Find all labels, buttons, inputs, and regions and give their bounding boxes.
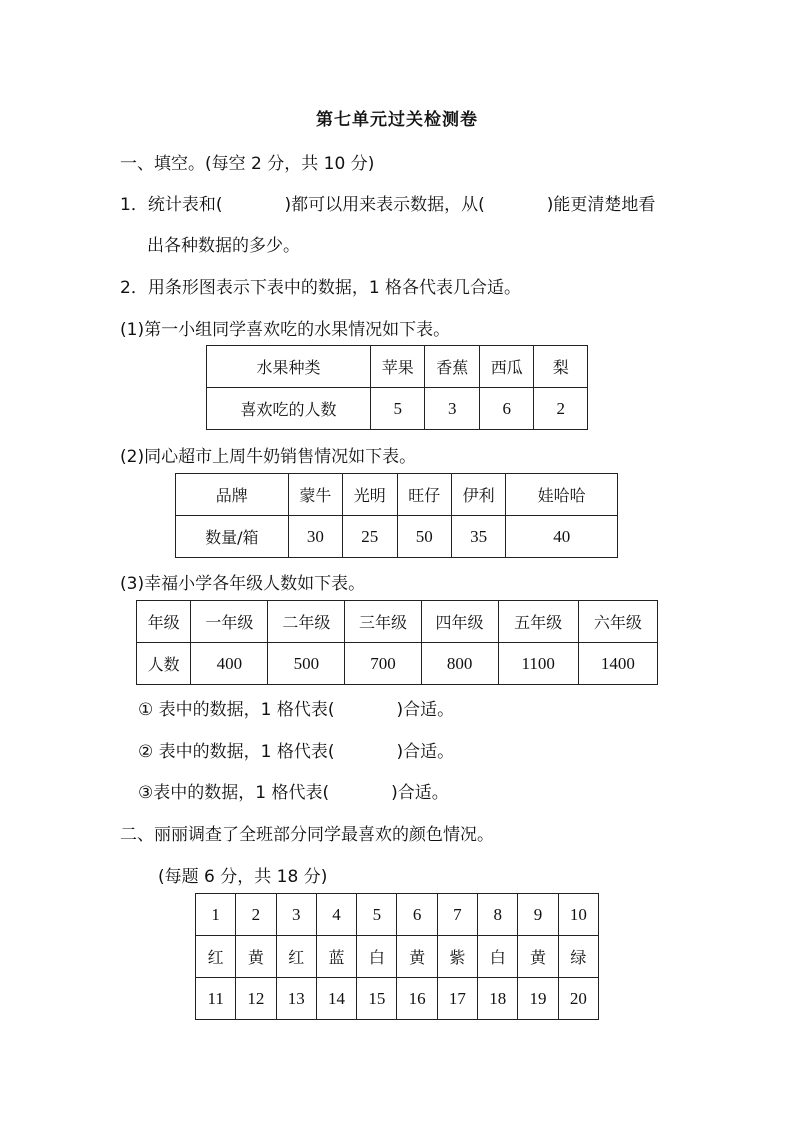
table-cell: 18	[478, 978, 518, 1020]
table-cell: 16	[397, 978, 437, 1020]
q1-text-a: 1．统计表和(	[120, 195, 223, 215]
table-cell: 二年级	[268, 601, 345, 643]
table-cell: 旺仔	[397, 474, 451, 516]
table-cell: 1	[196, 894, 236, 936]
table-row	[176, 516, 618, 558]
table-cell: 绿	[558, 936, 598, 978]
table-cell: 1400	[578, 643, 657, 685]
table-cell: 紫	[437, 936, 477, 978]
table-row	[207, 388, 588, 430]
table-cell: 香蕉	[425, 346, 479, 388]
table-row	[196, 894, 599, 936]
page-title: 第七单元过关检测卷	[316, 110, 478, 130]
table-cell: 一年级	[191, 601, 268, 643]
table-cell: 700	[345, 643, 421, 685]
table-cell: 黄	[518, 936, 558, 978]
table-cell: 6	[479, 388, 533, 430]
sub1-caption: (1)第一小组同学喜欢吃的水果情况如下表。	[120, 320, 451, 340]
table-row	[196, 936, 599, 978]
table-cell: 5	[371, 388, 425, 430]
table-cell: 30	[288, 516, 342, 558]
table-cell: 17	[437, 978, 477, 1020]
table-row	[207, 346, 588, 388]
table-row	[137, 643, 658, 685]
section2-heading: 二、丽丽调查了全班部分同学最喜欢的颜色情况。	[120, 825, 494, 845]
table-cell: 黄	[236, 936, 276, 978]
table-cell: 人数	[137, 643, 191, 685]
table-cell: 红	[276, 936, 316, 978]
table-row	[137, 601, 658, 643]
table-cell: 喜欢吃的人数	[207, 388, 371, 430]
table-cell: 8	[478, 894, 518, 936]
answer-line-1	[138, 695, 454, 720]
table-cell: 20	[558, 978, 598, 1020]
table-cell: 红	[196, 936, 236, 978]
table-cell: 15	[357, 978, 397, 1020]
table-cell: 四年级	[421, 601, 498, 643]
table-cell: 3	[425, 388, 479, 430]
answer-1-text-b: )合适。	[396, 700, 455, 720]
table-cell: 品牌	[176, 474, 289, 516]
table-cell: 19	[518, 978, 558, 1020]
table-cell: 35	[451, 516, 505, 558]
table-cell: 黄	[397, 936, 437, 978]
table-cell: 1100	[498, 643, 578, 685]
table-cell: 3	[276, 894, 316, 936]
table-cell: 六年级	[578, 601, 657, 643]
question-1-line-1	[120, 190, 655, 215]
table-cell: 500	[268, 643, 345, 685]
answer-2-text-b: )合适。	[396, 742, 455, 762]
table-cell: 2	[236, 894, 276, 936]
table-cell: 4	[316, 894, 356, 936]
table-cell: 13	[276, 978, 316, 1020]
table-cell: 11	[196, 978, 236, 1020]
table-row	[196, 978, 599, 1020]
table-cell: 7	[437, 894, 477, 936]
table-cell: 9	[518, 894, 558, 936]
table-cell: 800	[421, 643, 498, 685]
answer-2-text-a: ② 表中的数据，1 格代表(	[138, 742, 335, 762]
table-cell: 400	[191, 643, 268, 685]
table-cell: 水果种类	[207, 346, 371, 388]
section2-score: (每题 6 分，共 18 分)	[158, 867, 328, 887]
table-cell: 年级	[137, 601, 191, 643]
table-cell: 2	[534, 388, 588, 430]
answer-line-2	[138, 737, 454, 762]
answer-line-3	[138, 778, 449, 803]
table-cell: 西瓜	[479, 346, 533, 388]
table-cell: 5	[357, 894, 397, 936]
answer-3-text-b: )合适。	[391, 783, 449, 803]
q1-text-c: )能更清楚地看	[546, 195, 656, 215]
milk-table	[175, 473, 618, 558]
table-cell: 五年级	[498, 601, 578, 643]
table-cell: 数量/箱	[176, 516, 289, 558]
table-cell: 10	[558, 894, 598, 936]
table-cell: 苹果	[371, 346, 425, 388]
section1-heading: 一、填空。(每空 2 分，共 10 分)	[120, 154, 375, 174]
sub2-caption: (2)同心超市上周牛奶销售情况如下表。	[120, 447, 417, 467]
table-cell: 三年级	[345, 601, 421, 643]
color-survey-table	[195, 893, 599, 1020]
table-cell: 伊利	[451, 474, 505, 516]
table-row	[176, 474, 618, 516]
table-cell: 光明	[343, 474, 397, 516]
table-cell: 梨	[534, 346, 588, 388]
table-cell: 蒙牛	[288, 474, 342, 516]
table-cell: 白	[478, 936, 518, 978]
answer-3-text-a: ③表中的数据，1 格代表(	[138, 783, 330, 803]
table-cell: 50	[397, 516, 451, 558]
table-cell: 6	[397, 894, 437, 936]
answer-1-text-a: ① 表中的数据，1 格代表(	[138, 700, 335, 720]
grade-table	[136, 600, 658, 685]
question-2-text: 2．用条形图表示下表中的数据，1 格各代表几合适。	[120, 278, 522, 298]
table-cell: 12	[236, 978, 276, 1020]
table-cell: 蓝	[316, 936, 356, 978]
sub3-caption: (3)幸福小学各年级人数如下表。	[120, 574, 366, 594]
table-cell: 40	[506, 516, 618, 558]
table-cell: 娃哈哈	[506, 474, 618, 516]
q1-text-b: )都可以用来表示数据，从(	[284, 195, 485, 215]
question-1-line-2: 出各种数据的多少。	[147, 236, 300, 256]
table-cell: 白	[357, 936, 397, 978]
table-cell: 14	[316, 978, 356, 1020]
table-cell: 25	[343, 516, 397, 558]
fruit-table	[206, 345, 588, 430]
